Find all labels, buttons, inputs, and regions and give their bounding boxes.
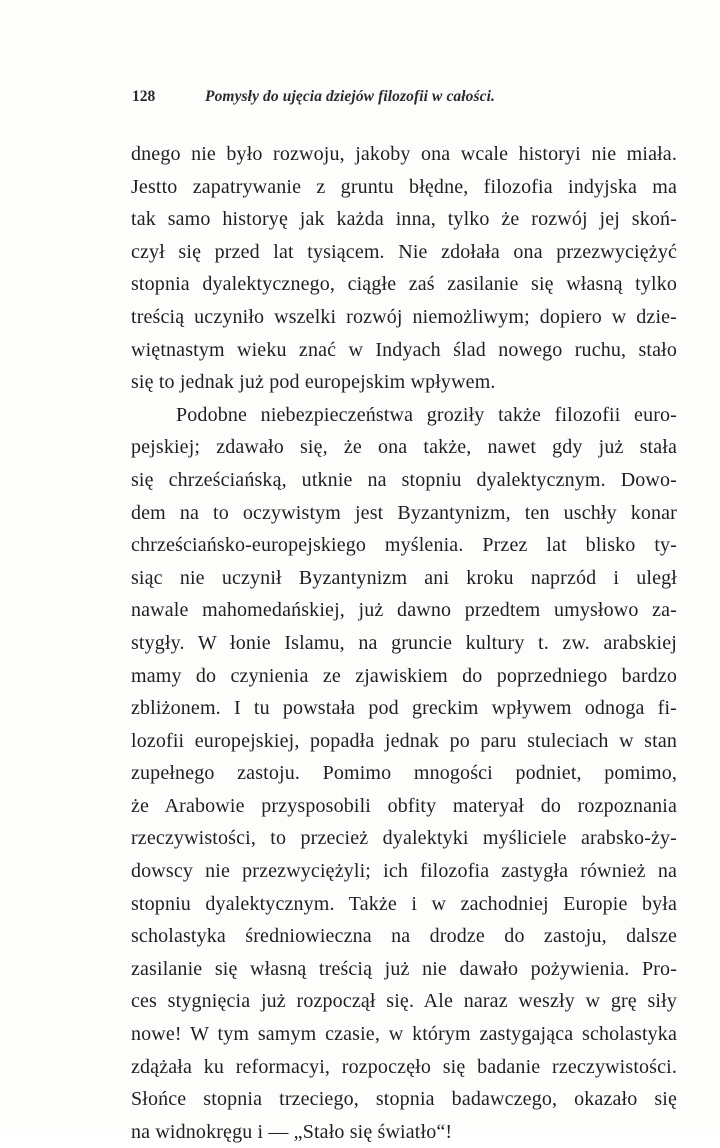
running-title: Pomysły do ujęcia dziejów filozofii w całości. (205, 88, 496, 105)
text-line: więtnastym wieku znać w Indyach ślad nowego ruchu, stało (131, 338, 677, 361)
text-line: tak samo historyę jak każda inna, tylko że rozwój jej skoń- (131, 208, 677, 231)
text-line: się chrześciańską, utknie na stopniu dyalektycznym. Dowo- (131, 468, 677, 491)
text-line: dnego nie było rozwoju, jakoby ona wcale historyi nie miała. (131, 143, 677, 165)
text-line: stygły. W łonie Islamu, na gruncie kultury t. zw. arabskiej (131, 631, 677, 654)
text-line: na widnokręgu i — „Stało się światło“! (131, 1120, 453, 1143)
text-line: chrześciańsko-europejskiego myślenia. Przez lat blisko ty- (131, 534, 677, 557)
text-line: ces stygnięcia już rozpoczął się. Ale naraz weszły w grę siły (131, 990, 677, 1013)
text-line: stopnia dyalektycznego, ciągłe zaś zasilanie się własną tylko (131, 273, 677, 296)
text-line: zasilanie się własną treścią już nie dawało pożywienia. Pro- (131, 957, 677, 980)
text-line: rzeczywistości, to przecież dyalektyki myśliciele arabsko-ży- (131, 827, 677, 850)
text-line: Podobne niebezpieczeństwa groziły także filozofii euro- (176, 403, 677, 426)
text-line: zupełnego zastoju. Pomimo mnogości podniet, pomimo, (131, 762, 677, 785)
page-header (132, 88, 592, 112)
text-line: lozofii europejskiej, popadła jednak po paru stuleciach w stan (131, 729, 677, 752)
text-line: Słońce stopnia trzeciego, stopnia badawczego, okazało się (131, 1088, 677, 1111)
text-line: zdążała ku reformacyi, rozpoczęło się badanie rzeczywistości. (131, 1055, 677, 1078)
text-line: dem na to oczywistym jest Byzantynizm, ten uschły konar (131, 501, 677, 524)
text-line: stopniu dyalektycznym. Także i w zachodniej Europie była (131, 892, 677, 915)
page-number: 128 (132, 88, 156, 105)
text-line: pejskiej; zdawało się, że ona także, nawet gdy już stała (131, 436, 677, 459)
text-line: scholastyka średniowieczna na drodze do zastoju, dalsze (131, 925, 677, 948)
text-line: nowe! W tym samym czasie, w którym zastygająca scholastyka (131, 1023, 677, 1046)
text-line: Jestto zapatrywanie z gruntu błędne, filozofia indyjska ma (131, 175, 677, 198)
text-line: że Arabowie przysposobili obfity materyał do rozpoznania (131, 794, 677, 817)
text-line: się to jednak już pod europejskim wpływem. (131, 371, 496, 394)
text-line: siąc nie uczynił Byzantynizm ani kroku naprzód i uległ (131, 566, 677, 589)
text-line: treścią uczyniło wszelki rozwój niemożliwym; dopiero w dzie- (131, 305, 677, 328)
text-line: czył się przed lat tysiącem. Nie zdołała ona przezwyciężyć (131, 240, 677, 263)
text-line: zbliżonem. I tu powstała pod greckim wpływem odnoga fi- (131, 697, 677, 720)
text-line: mamy do czynienia ze zjawiskiem do poprzedniego bardzo (131, 664, 677, 687)
text-line: nawale mahomedańskiej, już dawno przedtem umysłowo za- (131, 599, 677, 622)
text-line: dowscy nie przezwyciężyli; ich filozofia zastygła również na (131, 860, 677, 883)
body-text (131, 138, 677, 1148)
